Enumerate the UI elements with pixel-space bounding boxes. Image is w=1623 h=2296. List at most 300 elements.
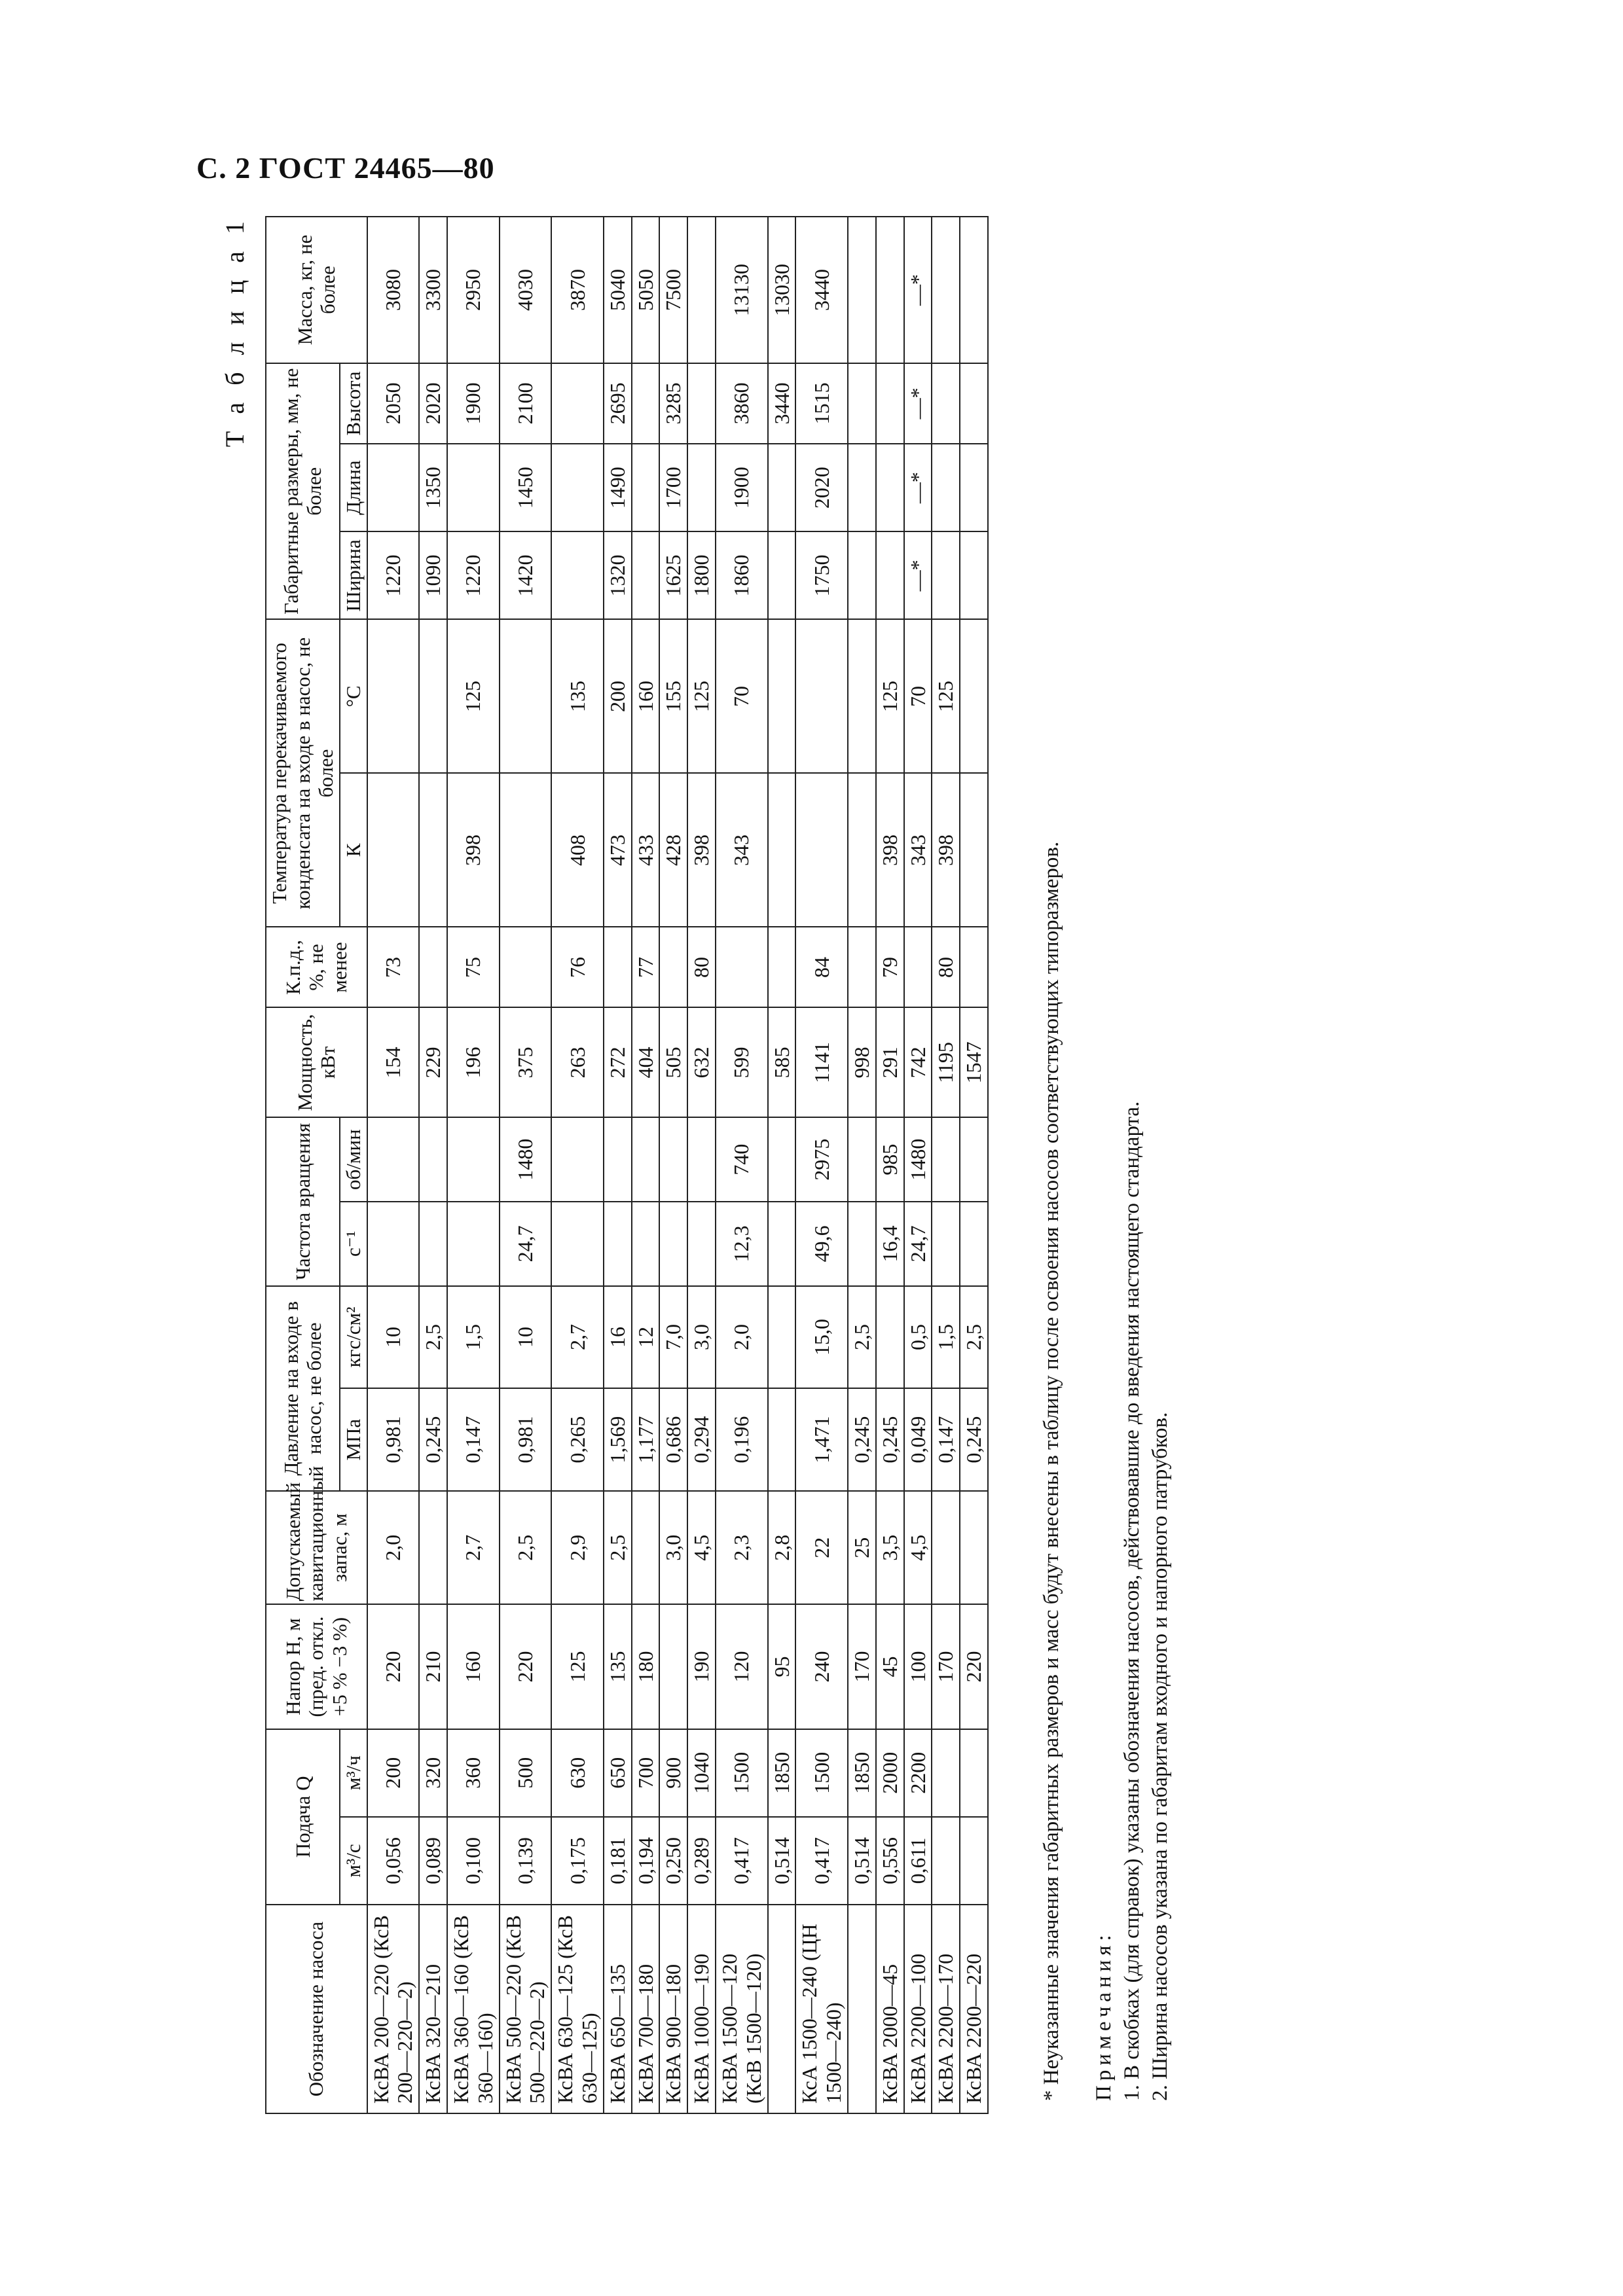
cell-w: 1750 — [795, 531, 848, 619]
cell-power: 599 — [716, 1007, 768, 1117]
cell-name — [848, 1905, 876, 2113]
cell-p-kgf: 1,5 — [447, 1286, 500, 1389]
cell-h: 2020 — [419, 363, 447, 444]
table-row — [932, 217, 960, 2113]
cell-l — [876, 444, 904, 531]
cell-power: 154 — [367, 1007, 420, 1117]
cell-p-mpa: 0,686 — [659, 1388, 687, 1491]
cell-q-m3s: 0,089 — [419, 1817, 447, 1905]
cell-npsh — [932, 1491, 960, 1604]
table-row — [687, 217, 716, 2113]
cell-s — [659, 1202, 687, 1286]
cell-t-c: 125 — [447, 619, 500, 773]
header-head: Напор H, м (пред. откл. +5 % −3 %) — [266, 1604, 367, 1729]
cell-eff — [500, 927, 552, 1007]
cell-w — [932, 531, 960, 619]
cell-t-c: 125 — [932, 619, 960, 773]
cell-eff — [768, 927, 796, 1007]
cell-q-m3h: 2000 — [876, 1729, 904, 1817]
table-row — [500, 217, 552, 2113]
cell-s — [419, 1202, 447, 1286]
cell-head: 210 — [419, 1604, 447, 1729]
table-row — [795, 217, 848, 2113]
cell-t-c: 135 — [551, 619, 604, 773]
cell-q-m3h — [960, 1729, 988, 1817]
cell-l — [768, 444, 796, 531]
cell-t-c: 160 — [632, 619, 660, 773]
cell-rpm: 1480 — [500, 1117, 552, 1202]
cell-t-c: 200 — [604, 619, 632, 773]
table-row — [632, 217, 660, 2113]
cell-s: 24,7 — [904, 1202, 932, 1286]
header-temp-c: °С — [340, 619, 367, 773]
cell-q-m3s: 0,100 — [447, 1817, 500, 1905]
header-flow: Подача Q — [266, 1729, 340, 1905]
cell-mass — [932, 217, 960, 363]
table-row — [551, 217, 604, 2113]
cell-q-m3s: 0,514 — [848, 1817, 876, 1905]
cell-p-mpa: 0,981 — [367, 1388, 420, 1491]
table-row — [876, 217, 904, 2113]
cell-s — [768, 1202, 796, 1286]
cell-s — [604, 1202, 632, 1286]
table-caption: Т а б л и ц а 1 — [220, 216, 249, 448]
cell-t-k: 343 — [716, 773, 768, 927]
cell-p-kgf: 10 — [500, 1286, 552, 1389]
cell-npsh: 2,0 — [367, 1491, 420, 1604]
cell-l — [932, 444, 960, 531]
cell-mass: 13030 — [768, 217, 796, 363]
cell-h — [551, 363, 604, 444]
header-temperature: Температура перекачиваемого конденсата на входе в насос, не более — [266, 619, 340, 927]
cell-p-kgf: 2,0 — [716, 1286, 768, 1389]
cell-eff: 76 — [551, 927, 604, 1007]
header-flow-m3s: м³/с — [340, 1817, 367, 1905]
cell-rpm — [367, 1117, 420, 1202]
cell-h: 2695 — [604, 363, 632, 444]
table-row — [768, 217, 796, 2113]
cell-p-kgf: 0,5 — [904, 1286, 932, 1389]
cell-rpm — [447, 1117, 500, 1202]
header-temp-k: К — [340, 773, 367, 927]
cell-p-mpa: 0,245 — [419, 1388, 447, 1491]
cell-power: 1141 — [795, 1007, 848, 1117]
cell-rpm — [960, 1117, 988, 1202]
cell-name: КсВА 650—135 — [604, 1905, 632, 2113]
cell-t-k — [848, 773, 876, 927]
cell-t-k: 473 — [604, 773, 632, 927]
cell-s — [551, 1202, 604, 1286]
cell-l — [367, 444, 420, 531]
cell-l: —* — [904, 444, 932, 531]
cell-mass — [687, 217, 716, 363]
cell-p-mpa: 1,471 — [795, 1388, 848, 1491]
cell-head: 180 — [632, 1604, 660, 1729]
cell-q-m3s: 0,181 — [604, 1817, 632, 1905]
cell-q-m3s: 0,139 — [500, 1817, 552, 1905]
cell-mass: 5040 — [604, 217, 632, 363]
cell-mass: 2950 — [447, 217, 500, 363]
cell-name: КсА 1500—240 (ЦН 1500—240) — [795, 1905, 848, 2113]
cell-eff — [419, 927, 447, 1007]
cell-t-k — [960, 773, 988, 927]
cell-t-k — [419, 773, 447, 927]
remarks — [1090, 1102, 1175, 2101]
cell-l — [447, 444, 500, 531]
cell-s — [687, 1202, 716, 1286]
cell-q-m3s: 0,250 — [659, 1817, 687, 1905]
cell-t-k: 428 — [659, 773, 687, 927]
cell-q-m3s: 0,514 — [768, 1817, 796, 1905]
cell-q-m3s: 0,417 — [795, 1817, 848, 1905]
cell-s: 12,3 — [716, 1202, 768, 1286]
cell-l — [687, 444, 716, 531]
cell-eff — [960, 927, 988, 1007]
cell-p-kgf — [876, 1286, 904, 1389]
cell-p-kgf — [768, 1286, 796, 1389]
cell-npsh: 2,5 — [500, 1491, 552, 1604]
cell-h — [848, 363, 876, 444]
cell-l: 1450 — [500, 444, 552, 531]
cell-name: КсВА 200—220 (КсВ 200—220—2) — [367, 1905, 420, 2113]
cell-rpm — [768, 1117, 796, 1202]
remarks-title: Примечания: — [1092, 1930, 1116, 2101]
cell-q-m3s — [960, 1817, 988, 1905]
table-body — [367, 217, 988, 2113]
cell-eff: 75 — [447, 927, 500, 1007]
table-row — [716, 217, 768, 2113]
cell-h: 1900 — [447, 363, 500, 444]
cell-q-m3h: 1040 — [687, 1729, 716, 1817]
table-row — [419, 217, 447, 2113]
cell-npsh — [960, 1491, 988, 1604]
cell-w — [551, 531, 604, 619]
pump-table — [265, 216, 989, 2114]
cell-head: 120 — [716, 1604, 768, 1729]
header-speed-s: с⁻¹ — [340, 1202, 367, 1286]
cell-npsh — [419, 1491, 447, 1604]
cell-q-m3h: 1500 — [716, 1729, 768, 1817]
cell-head: 95 — [768, 1604, 796, 1729]
cell-l — [632, 444, 660, 531]
cell-name: КсВА 630—125 (КсВ 630—125) — [551, 1905, 604, 2113]
cell-p-kgf: 12 — [632, 1286, 660, 1389]
cell-name — [768, 1905, 796, 2113]
cell-power: 291 — [876, 1007, 904, 1117]
cell-h — [876, 363, 904, 444]
cell-t-c — [795, 619, 848, 773]
cell-power: 375 — [500, 1007, 552, 1117]
cell-npsh: 22 — [795, 1491, 848, 1604]
cell-head: 135 — [604, 1604, 632, 1729]
cell-t-c — [419, 619, 447, 773]
cell-t-k — [795, 773, 848, 927]
cell-rpm — [932, 1117, 960, 1202]
cell-w — [848, 531, 876, 619]
cell-q-m3h: 360 — [447, 1729, 500, 1817]
cell-p-kgf: 2,7 — [551, 1286, 604, 1389]
cell-head: 160 — [447, 1604, 500, 1729]
cell-p-kgf: 10 — [367, 1286, 420, 1389]
cell-eff: 80 — [687, 927, 716, 1007]
cell-t-k — [367, 773, 420, 927]
cell-p-mpa: 1,177 — [632, 1388, 660, 1491]
cell-name: КсВА 900—180 — [659, 1905, 687, 2113]
cell-h: 2050 — [367, 363, 420, 444]
cell-t-c: 125 — [876, 619, 904, 773]
cell-h — [687, 363, 716, 444]
cell-mass: 5050 — [632, 217, 660, 363]
cell-power: 585 — [768, 1007, 796, 1117]
cell-p-mpa: 0,147 — [447, 1388, 500, 1491]
cell-q-m3s: 0,175 — [551, 1817, 604, 1905]
cell-eff — [659, 927, 687, 1007]
cell-power: 505 — [659, 1007, 687, 1117]
cell-mass — [960, 217, 988, 363]
cell-l — [551, 444, 604, 531]
cell-t-k — [500, 773, 552, 927]
cell-q-m3h: 320 — [419, 1729, 447, 1817]
cell-p-mpa: 0,196 — [716, 1388, 768, 1491]
cell-l — [960, 444, 988, 531]
cell-w — [960, 531, 988, 619]
cell-p-mpa: 1,569 — [604, 1388, 632, 1491]
cell-power: 196 — [447, 1007, 500, 1117]
header-pressure-mpa: МПа — [340, 1388, 367, 1491]
cell-npsh: 4,5 — [687, 1491, 716, 1604]
cell-p-mpa: 0,147 — [932, 1388, 960, 1491]
cell-rpm: 740 — [716, 1117, 768, 1202]
header-dimensions: Габаритные размеры, мм, не более — [266, 363, 340, 620]
cell-t-k: 433 — [632, 773, 660, 927]
cell-s — [632, 1202, 660, 1286]
table-row — [367, 217, 420, 2113]
cell-p-mpa: 0,049 — [904, 1388, 932, 1491]
header-efficiency: К.п.д., %, не менее — [266, 927, 367, 1007]
cell-head: 125 — [551, 1604, 604, 1729]
cell-eff — [848, 927, 876, 1007]
cell-s — [367, 1202, 420, 1286]
cell-w: —* — [904, 531, 932, 619]
cell-q-m3h: 650 — [604, 1729, 632, 1817]
cell-s: 49,6 — [795, 1202, 848, 1286]
cell-t-c: 70 — [904, 619, 932, 773]
cell-w — [876, 531, 904, 619]
cell-rpm: 1480 — [904, 1117, 932, 1202]
header-flow-m3h: м³/ч — [340, 1729, 367, 1817]
cell-w: 1800 — [687, 531, 716, 619]
cell-h — [632, 363, 660, 444]
cell-t-k — [768, 773, 796, 927]
header-npsh: Допускаемый кавитационный запас, м — [266, 1491, 367, 1604]
cell-q-m3h — [932, 1729, 960, 1817]
cell-mass: 3440 — [795, 217, 848, 363]
cell-power: 998 — [848, 1007, 876, 1117]
cell-q-m3h: 1500 — [795, 1729, 848, 1817]
cell-p-kgf: 2,5 — [960, 1286, 988, 1389]
cell-h: 3440 — [768, 363, 796, 444]
cell-t-c — [367, 619, 420, 773]
cell-head: 45 — [876, 1604, 904, 1729]
cell-p-mpa: 0,245 — [876, 1388, 904, 1491]
cell-name: КсВА 2200—170 — [932, 1905, 960, 2113]
cell-t-k: 408 — [551, 773, 604, 927]
cell-h: 3860 — [716, 363, 768, 444]
header-pressure: Давление на входе в насос, не более — [266, 1286, 340, 1491]
cell-q-m3h: 1850 — [768, 1729, 796, 1817]
cell-name: КсВА 2000—45 — [876, 1905, 904, 2113]
cell-t-k: 398 — [932, 773, 960, 927]
cell-w: 1320 — [604, 531, 632, 619]
cell-p-mpa: 0,981 — [500, 1388, 552, 1491]
cell-q-m3h: 500 — [500, 1729, 552, 1817]
cell-eff: 79 — [876, 927, 904, 1007]
cell-mass: 13130 — [716, 217, 768, 363]
cell-p-mpa: 0,265 — [551, 1388, 604, 1491]
header-designation: Обозначение насоса — [266, 1905, 367, 2113]
cell-power: 229 — [419, 1007, 447, 1117]
cell-p-mpa: 0,294 — [687, 1388, 716, 1491]
cell-p-kgf: 3,0 — [687, 1286, 716, 1389]
cell-q-m3s: 0,611 — [904, 1817, 932, 1905]
cell-npsh: 2,8 — [768, 1491, 796, 1604]
cell-npsh: 3,0 — [659, 1491, 687, 1604]
cell-power: 263 — [551, 1007, 604, 1117]
remark-1: 1. В скобках (для справок) указаны обозначения насосов, действовавшие до введения настоящего стандарта. — [1120, 1101, 1144, 2101]
cell-npsh: 2,5 — [604, 1491, 632, 1604]
cell-name: КсВА 1000—190 — [687, 1905, 716, 2113]
cell-t-k: 398 — [876, 773, 904, 927]
cell-p-mpa: 0,245 — [960, 1388, 988, 1491]
cell-s: 16,4 — [876, 1202, 904, 1286]
cell-mass — [876, 217, 904, 363]
cell-q-m3h: 700 — [632, 1729, 660, 1817]
cell-p-kgf: 2,5 — [419, 1286, 447, 1389]
cell-s — [960, 1202, 988, 1286]
cell-l: 1350 — [419, 444, 447, 531]
cell-w — [632, 531, 660, 619]
cell-l: 1900 — [716, 444, 768, 531]
cell-head: 220 — [500, 1604, 552, 1729]
cell-name: КсВА 320—210 — [419, 1905, 447, 2113]
cell-q-m3s: 0,417 — [716, 1817, 768, 1905]
cell-npsh: 2,9 — [551, 1491, 604, 1604]
cell-t-c — [768, 619, 796, 773]
table-row — [604, 217, 632, 2113]
rotated-table-frame — [220, 216, 1339, 2114]
cell-t-c — [960, 619, 988, 773]
cell-q-m3s: 0,194 — [632, 1817, 660, 1905]
cell-power: 272 — [604, 1007, 632, 1117]
cell-h: 2100 — [500, 363, 552, 444]
cell-name: КсВА 2200—100 — [904, 1905, 932, 2113]
cell-t-c: 155 — [659, 619, 687, 773]
header-length: Длина — [340, 444, 367, 531]
cell-t-c — [848, 619, 876, 773]
cell-t-k: 398 — [447, 773, 500, 927]
cell-p-kgf: 15,0 — [795, 1286, 848, 1389]
cell-power: 1547 — [960, 1007, 988, 1117]
cell-h: —* — [904, 363, 932, 444]
cell-q-m3h: 1850 — [848, 1729, 876, 1817]
cell-power: 632 — [687, 1007, 716, 1117]
cell-s — [447, 1202, 500, 1286]
cell-name: КсВА 2200—220 — [960, 1905, 988, 2113]
cell-mass: —* — [904, 217, 932, 363]
cell-name: КсВА 360—160 (КсВ 360—160) — [447, 1905, 500, 2113]
cell-l: 2020 — [795, 444, 848, 531]
cell-w — [768, 531, 796, 619]
cell-w: 1420 — [500, 531, 552, 619]
table-row — [960, 217, 988, 2113]
cell-h: 3285 — [659, 363, 687, 444]
cell-rpm — [848, 1117, 876, 1202]
cell-s — [848, 1202, 876, 1286]
cell-head: 220 — [367, 1604, 420, 1729]
cell-q-m3s: 0,056 — [367, 1817, 420, 1905]
cell-rpm: 985 — [876, 1117, 904, 1202]
footnote: * Неуказанные значения габаритных размеров и масс будут внесены в таблицу после освоения насосов соответствующих типоразмеров. — [1040, 841, 1063, 2101]
cell-p-kgf: 16 — [604, 1286, 632, 1389]
cell-q-m3h: 900 — [659, 1729, 687, 1817]
remark-2: 2. Ширина насосов указана по габаритам входного и напорного патрубков. — [1148, 1412, 1172, 2101]
cell-t-c — [500, 619, 552, 773]
page-header: С. 2 ГОСТ 24465—80 — [196, 151, 495, 185]
cell-q-m3h: 200 — [367, 1729, 420, 1817]
cell-s: 24,7 — [500, 1202, 552, 1286]
cell-mass: 3300 — [419, 217, 447, 363]
header-width: Ширина — [340, 531, 367, 619]
cell-rpm — [659, 1117, 687, 1202]
cell-rpm — [687, 1117, 716, 1202]
cell-rpm — [632, 1117, 660, 1202]
cell-eff: 77 — [632, 927, 660, 1007]
cell-mass: 4030 — [500, 217, 552, 363]
header-mass: Масса, кг, не более — [266, 217, 367, 363]
cell-p-mpa: 0,245 — [848, 1388, 876, 1491]
cell-npsh: 4,5 — [904, 1491, 932, 1604]
cell-w: 1625 — [659, 531, 687, 619]
cell-eff — [716, 927, 768, 1007]
cell-npsh: 2,7 — [447, 1491, 500, 1604]
cell-rpm: 2975 — [795, 1117, 848, 1202]
cell-npsh: 3,5 — [876, 1491, 904, 1604]
cell-mass: 7500 — [659, 217, 687, 363]
header-pressure-kgf: кгс/см² — [340, 1286, 367, 1389]
cell-h — [932, 363, 960, 444]
cell-name: КсВА 1500—120 (КсВ 1500—120) — [716, 1905, 768, 2113]
cell-eff: 73 — [367, 927, 420, 1007]
cell-rpm — [551, 1117, 604, 1202]
cell-t-c: 70 — [716, 619, 768, 773]
cell-head: 100 — [904, 1604, 932, 1729]
cell-s — [932, 1202, 960, 1286]
cell-head: 220 — [960, 1604, 988, 1729]
header-height: Высота — [340, 363, 367, 444]
cell-npsh: 25 — [848, 1491, 876, 1604]
cell-q-m3s — [932, 1817, 960, 1905]
cell-head: 190 — [687, 1604, 716, 1729]
cell-q-m3h: 2200 — [904, 1729, 932, 1817]
table-row — [904, 217, 932, 2113]
cell-power: 404 — [632, 1007, 660, 1117]
cell-l: 1490 — [604, 444, 632, 531]
header-power: Мощность, кВт — [266, 1007, 367, 1117]
cell-rpm — [604, 1117, 632, 1202]
cell-eff — [904, 927, 932, 1007]
cell-eff: 80 — [932, 927, 960, 1007]
cell-t-c: 125 — [687, 619, 716, 773]
